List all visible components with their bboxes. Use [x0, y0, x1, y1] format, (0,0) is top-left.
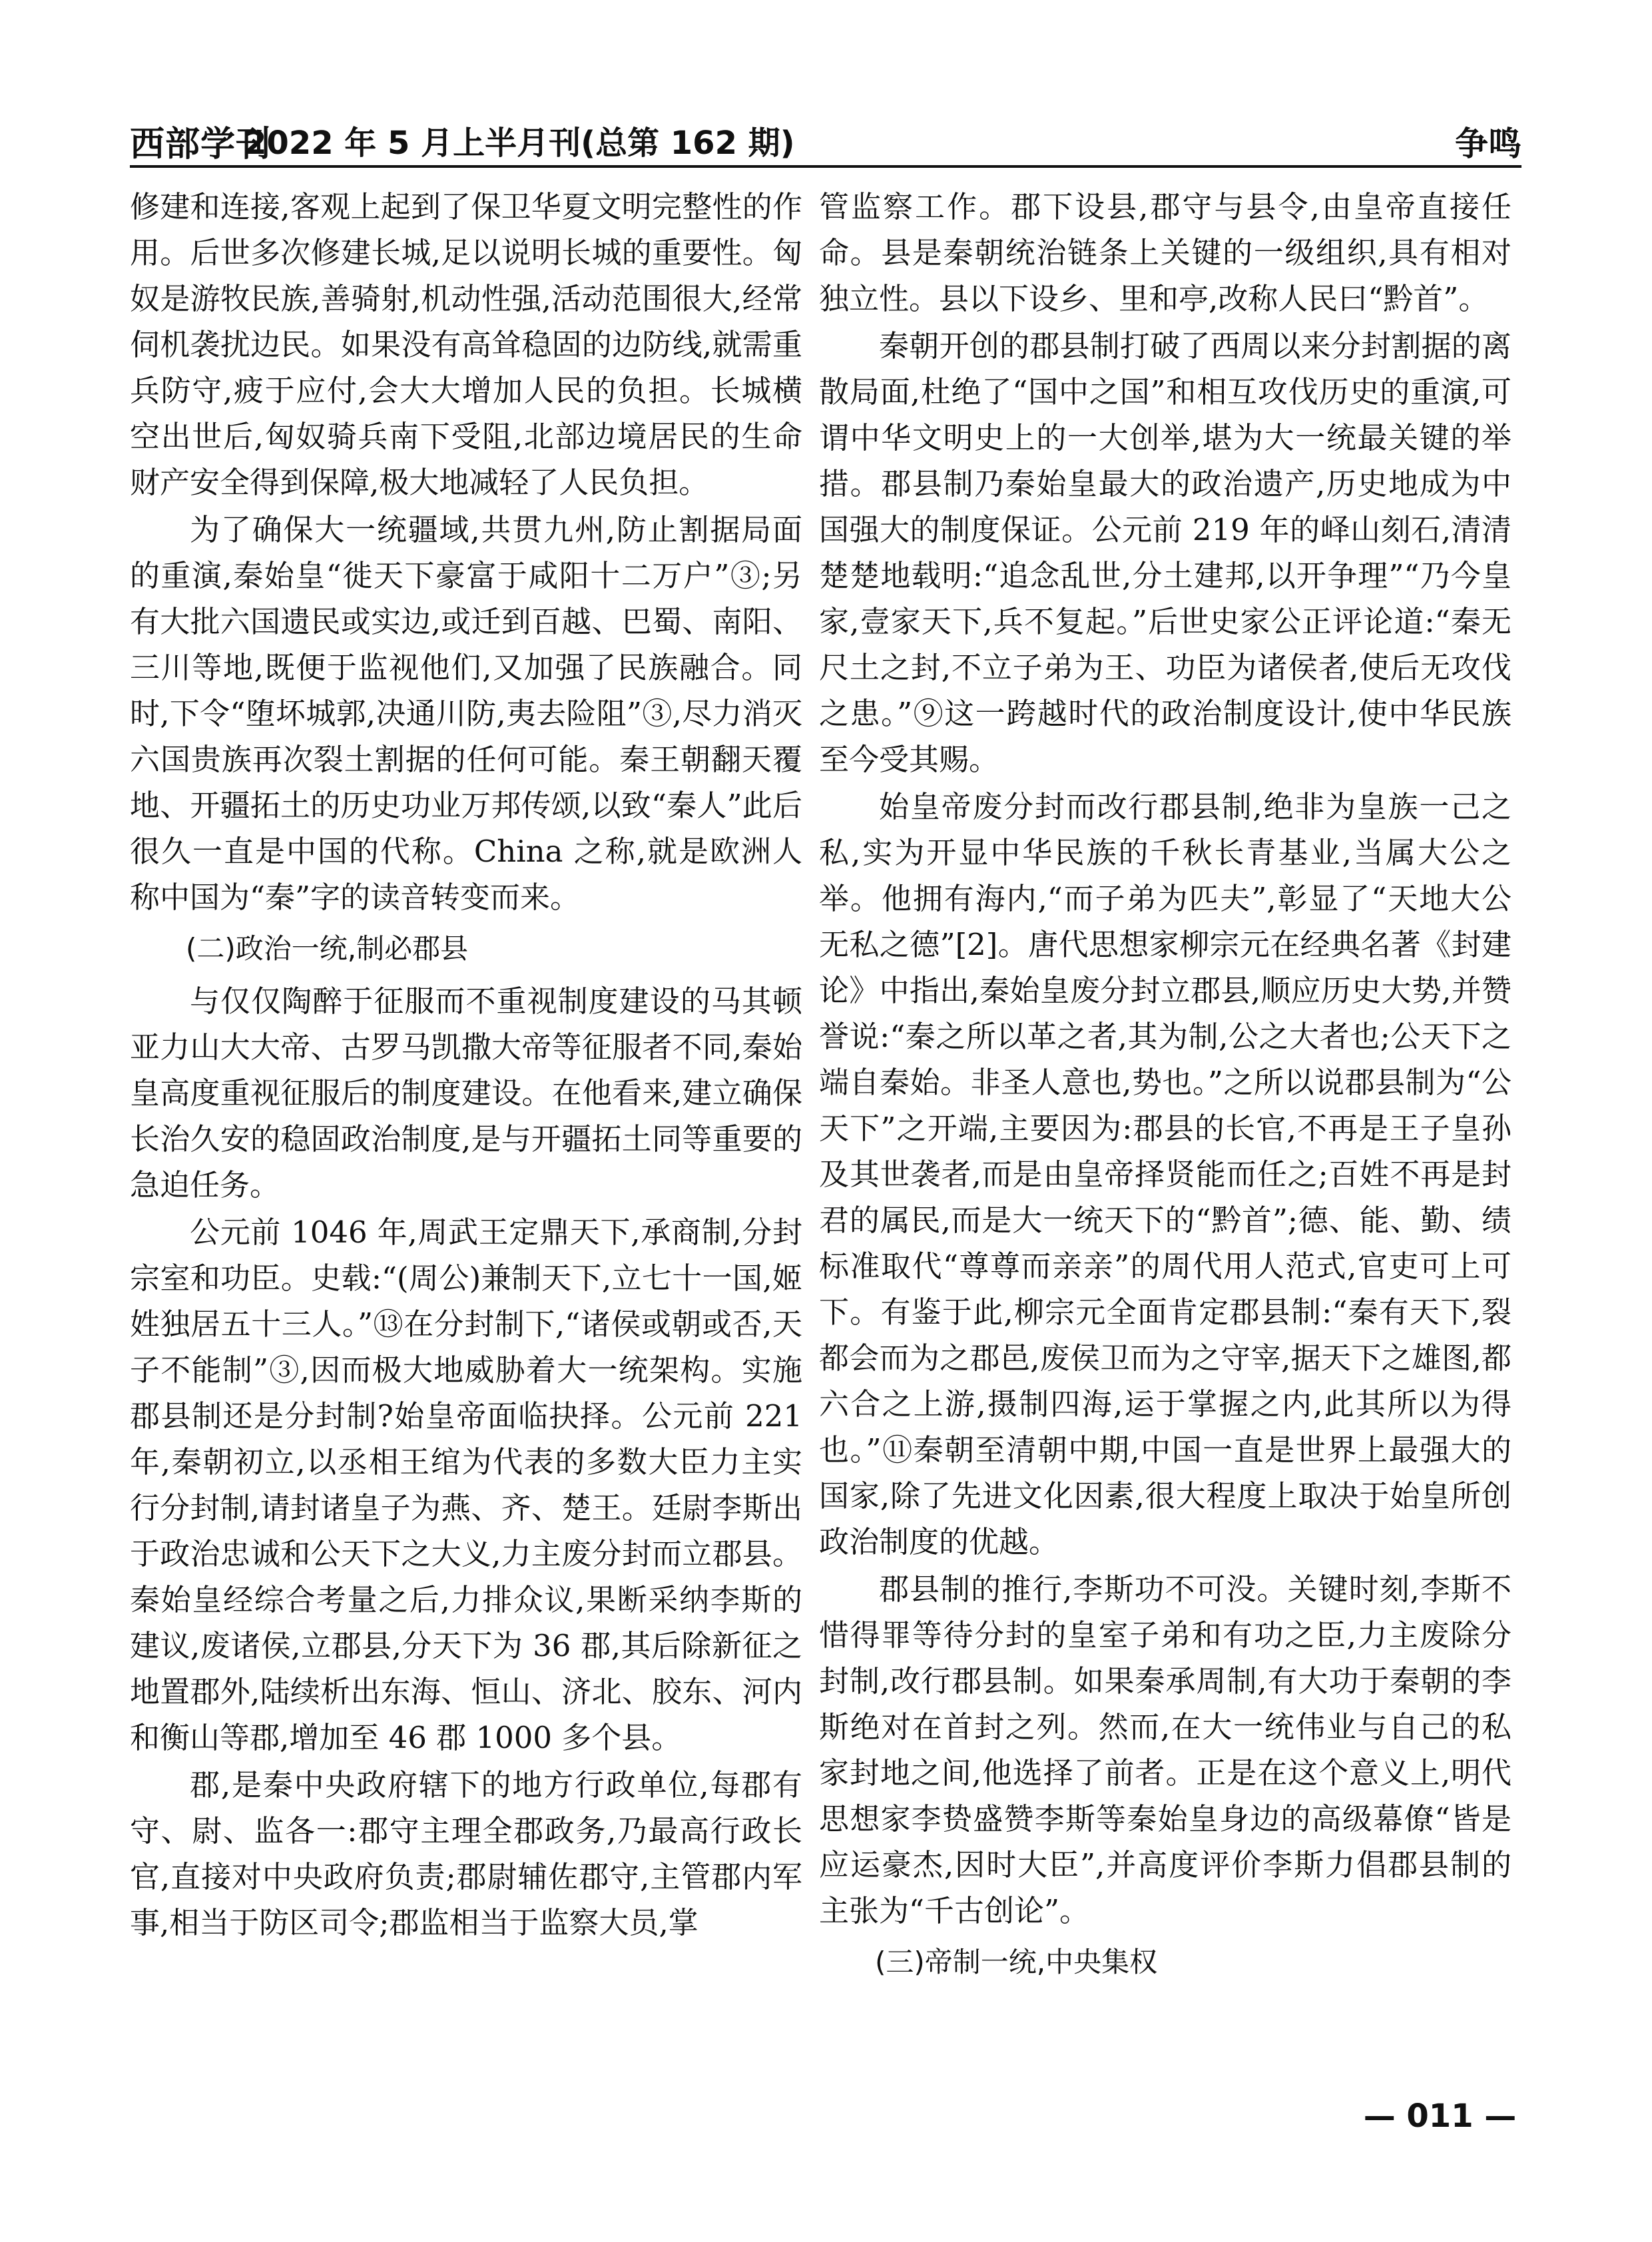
left-column	[130, 184, 802, 1947]
paragraph: 郡县制的推行,李斯功不可没。关键时刻,李斯不惜得罪等待分封的皇室子弟和有功之臣,力主废除分封制,改行郡县制。如果秦承周制,有大功于秦朝的李斯绝对在首封之列。然而,在大一统伟业与自己的私家封地之间,他选择了前者。正是在这个意义上,明代思想家李贽盛赞李斯等秦始皇身边的高级幕僚“皆是应运豪杰,因时大臣”,并高度评价李斯力倡郡县制的主张为“千古创论”。	[819, 1571, 1512, 1928]
subsection-heading: (三)帝制一统,中央集权	[875, 1946, 1158, 1978]
section-title: 争鸣	[1455, 125, 1521, 163]
journal-name: 西部学刊	[130, 124, 272, 164]
page-number: — 011 —	[1363, 2098, 1517, 2135]
paragraph: 始皇帝废分封而改行郡县制,绝非为皇族一己之私,实为开显中华民族的千秋长青基业,当属大公之举。他拥有海内,“而子弟为匹夫”,彰显了“天地大公无私之德”[2]。唐代思想家柳宗元在经典名著《封建论》中指出,秦始皇废分封立郡县,顺应历史大势,并赞誉说:“秦之所以革之者,其为制,公之大者也;公天下之端自秦始。非圣人意也,势也。”之所以说郡县制为“公天下”之开端,主要因为:郡县的长官,不再是王子皇孙及其世袭者,而是由皇帝择贤能而任之;百姓不再是封君的属民,而是大一统天下的“黔首”;德、能、勤、绩标准取代“尊尊而亲亲”的周代用人范式,官吏可上可下。有鉴于此,柳宗元全面肯定郡县制:“秦有天下,裂都会而为之郡邑,废侯卫而为之守宰,据天下之雄图,都六合之上游,摄制四海,运于掌握之内,此其所以为得也。”⑪秦朝至清朝中期,中国一直是世界上最强大的国家,除了先进文化因素,很大程度上取决于始皇所创政治制度的优越。	[819, 789, 1512, 1559]
issue-info: 2022 年 5 月上半月刊(总第 162 期)	[244, 125, 795, 162]
header-rule	[130, 165, 1521, 168]
right-column	[819, 184, 1512, 1992]
paragraph: 公元前 1046 年,周武王定鼎天下,承商制,分封宗室和功臣。史载:“(周公)兼制天下,立七十一国,姬姓独居五十三人。”⑬在分封制下,“诸侯或朝或否,天子不能制”③,因而极大地威胁着大一统架构。实施郡县制还是分封制?始皇帝面临抉择。公元前 221 年,秦朝初立,以丞相王绾为代表的多数大臣力主实行分封制,请封诸皇子为燕、齐、楚王。廷尉李斯出于政治忠诚和公天下之大义,力主废分封而立郡县。秦始皇经综合考量之后,力排众议,果断采纳李斯的建议,废诸侯,立郡县,分天下为 36 郡,其后除新征之地置郡外,陆续析出东海、恒山、济北、胶东、河内和衡山等郡,增加至 46 郡 1000 多个县。	[130, 1215, 802, 1755]
paragraph: 与仅仅陶醉于征服而不重视制度建设的马其顿亚力山大大帝、古罗马凯撒大帝等征服者不同,秦始皇高度重视征服后的制度建设。在他看来,建立确保长治久安的稳固政治制度,是与开疆拓土同等重要的急迫任务。	[130, 983, 802, 1203]
running-header	[130, 112, 1521, 164]
subsection-heading: (二)政治一统,制必郡县	[186, 932, 469, 965]
paragraph: 秦朝开创的郡县制打破了西周以来分封割据的离散局面,杜绝了“国中之国”和相互攻伐历史的重演,可谓中华文明史上的一大创举,堪为大一统最关键的举措。郡县制乃秦始皇最大的政治遗产,历史地成为中国强大的制度保证。公元前 219 年的峄山刻石,清清楚楚地载明:“追念乱世,分土建邦,以开争理”“乃今皇家,壹家天下,兵不复起。”后世史家公正评论道:“秦无尺土之封,不立子弟为王、功臣为诸侯者,使后无攻伐之患。”⑨这一跨越时代的政治制度设计,使中华民族至今受其赐。	[819, 328, 1512, 777]
paragraph: 郡,是秦中央政府辖下的地方行政单位,每郡有守、尉、监各一:郡守主理全郡政务,乃最高行政长官,直接对中央政府负责;郡尉辅佐郡守,主管郡内军事,相当于防区司令;郡监相当于监察大员,掌	[130, 1767, 802, 1940]
paragraph: 为了确保大一统疆域,共贯九州,防止割据局面的重演,秦始皇“徙天下豪富于咸阳十二万户”③;另有大批六国遗民或实边,或迁到百越、巴蜀、南阳、三川等地,既便于监视他们,又加强了民族融合。同时,下令“堕坏城郭,决通川防,夷去险阻”③,尽力消灭六国贵族再次裂土割据的任何可能。秦王朝翻天覆地、开疆拓土的历史功业万邦传颂,以致“秦人”此后很久一直是中国的代称。China 之称,就是欧洲人称中国为“秦”字的读音转变而来。	[130, 512, 802, 915]
paragraph: 管监察工作。郡下设县,郡守与县令,由皇帝直接任命。县是秦朝统治链条上关键的一级组织,具有相对独立性。县以下设乡、里和亭,改称人民曰“黔首”。	[819, 189, 1512, 316]
paragraph: 修建和连接,客观上起到了保卫华夏文明完整性的作用。后世多次修建长城,足以说明长城的重要性。匈奴是游牧民族,善骑射,机动性强,活动范围很大,经常伺机袭扰边民。如果没有高耸稳固的边防线,就需重兵防守,疲于应付,会大大增加人民的负担。长城横空出世后,匈奴骑兵南下受阻,北部边境居民的生命财产安全得到保障,极大地减轻了人民负担。	[130, 189, 802, 500]
